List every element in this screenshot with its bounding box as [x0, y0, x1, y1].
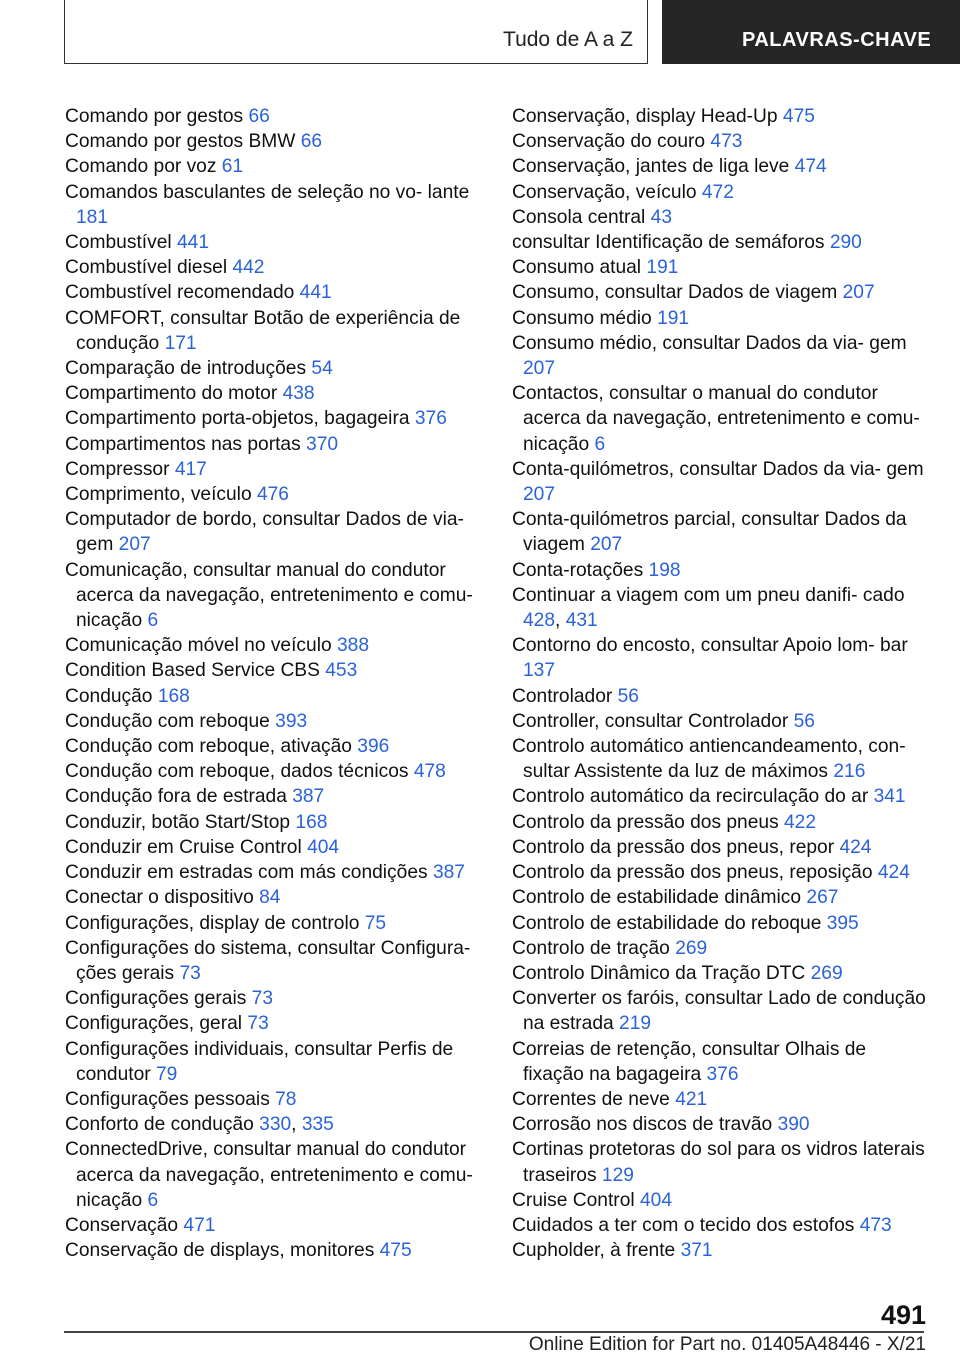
page-reference-link[interactable]: 330 [259, 1114, 292, 1136]
index-entry [512, 104, 930, 129]
index-term: Compartimento porta-objetos, bagageira [65, 408, 410, 430]
index-entry [65, 1137, 477, 1213]
index-term: Contorno do encosto, consultar Apoio lom‐ bar [512, 635, 908, 657]
index-term: Configurações individuais, consultar Perfis de condutor [65, 1038, 454, 1085]
page-reference-link[interactable]: 290 [829, 232, 862, 254]
page-reference-link[interactable]: 424 [877, 862, 910, 884]
page-reference-link[interactable]: 473 [859, 1214, 892, 1236]
page-reference-link[interactable]: 376 [706, 1063, 739, 1085]
page-reference-link[interactable]: 269 [810, 962, 843, 984]
index-entry [65, 1037, 477, 1087]
index-column-left [65, 104, 477, 1263]
page-reference-link[interactable]: 56 [617, 685, 639, 707]
index-term: Consumo médio [512, 307, 652, 329]
index-term: Conduzir, botão Start/Stop [65, 811, 291, 833]
index-term: Configurações gerais [65, 988, 247, 1010]
index-term: Compartimentos nas portas [65, 433, 301, 455]
page-reference-link[interactable]: 474 [794, 156, 827, 178]
page-reference-link[interactable]: 404 [639, 1189, 672, 1211]
page-reference-link[interactable]: 441 [299, 282, 332, 304]
index-term: Controlo Dinâmico da Tração DTC [512, 962, 806, 984]
index-term: Compartimento do motor [65, 383, 278, 405]
page-reference-link[interactable]: 207 [523, 484, 556, 506]
index-term: Conservação do couro [512, 131, 706, 153]
page-reference-link[interactable]: 395 [826, 912, 859, 934]
index-term: Controlo da pressão dos pneus, repor [512, 836, 835, 858]
index-entry [512, 633, 930, 683]
page-reference-link[interactable]: 216 [833, 761, 866, 783]
page-reference-link[interactable]: 387 [432, 862, 465, 884]
index-entry [65, 180, 477, 230]
page-number: 491 [880, 1300, 926, 1330]
page-reference-link[interactable]: 376 [414, 408, 447, 430]
index-entry [65, 835, 477, 860]
page-reference-link[interactable]: 54 [311, 358, 333, 380]
index-entry [512, 507, 930, 557]
page-reference-link[interactable]: 472 [701, 181, 734, 203]
index-entry [65, 885, 477, 910]
index-entry [65, 1213, 477, 1238]
page-reference-link[interactable]: 61 [221, 156, 244, 178]
index-entry: Conforto de condução 330, 335 [65, 1114, 334, 1136]
page-reference-link[interactable]: 371 [680, 1240, 713, 1262]
index-term: Combustível diesel [65, 257, 228, 279]
page-reference-link[interactable]: 396 [357, 736, 390, 758]
index-entry [65, 306, 477, 356]
page-reference-link[interactable]: 207 [523, 358, 556, 380]
index-entry [65, 734, 477, 759]
index-entry [65, 457, 477, 482]
index-entry [65, 482, 477, 507]
index-entry [512, 936, 930, 961]
index-term: Cuidados a ter com o tecido dos estofos [512, 1214, 855, 1236]
index-entry [65, 154, 477, 179]
index-entry [512, 911, 930, 936]
page-reference-link[interactable]: 56 [793, 710, 815, 732]
index-entry [65, 280, 477, 305]
index-term: Controlador [512, 685, 613, 707]
index-term: Correntes de neve [512, 1088, 670, 1110]
index-entry [512, 734, 930, 784]
index-entry [512, 961, 930, 986]
page-reference-link[interactable]: 79 [156, 1063, 178, 1085]
page-reference-link[interactable]: 442 [232, 257, 265, 279]
page-reference-link[interactable]: 191 [657, 307, 690, 329]
index-term: Conforto de condução [65, 1114, 254, 1136]
page-reference-link[interactable]: 66 [300, 131, 323, 153]
page-reference-link[interactable]: 438 [282, 383, 315, 405]
index-entry [65, 381, 477, 406]
page-reference-link[interactable]: 341 [873, 786, 906, 808]
index-entry [512, 230, 930, 255]
index-term: Cortinas protetoras do sol para os vidros laterais traseiros [512, 1139, 925, 1186]
index-term: Conta-quilómetros, consultar Dados da via‐ gem [512, 458, 924, 480]
page-reference-link[interactable]: 476 [256, 484, 289, 506]
page-reference-link[interactable]: 478 [413, 761, 446, 783]
index-entry: Continuar a viagem com um pneu danifi‐ cado 428, 431 [512, 584, 905, 632]
page-reference-link[interactable]: 171 [164, 332, 197, 354]
page-reference-link[interactable]: 75 [364, 912, 387, 934]
index-entry [512, 810, 930, 835]
index-entry [512, 1213, 930, 1238]
index-term: Condução com reboque [65, 710, 270, 732]
index-term: Controlo de tração [512, 937, 670, 959]
footer-divider [64, 1331, 924, 1333]
index-entry [512, 885, 930, 910]
index-entry [512, 709, 930, 734]
index-term: Consumo, consultar Dados de viagem [512, 282, 838, 304]
index-entry [65, 633, 477, 658]
index-term: Configurações, display de controlo [65, 912, 360, 934]
page-reference-link[interactable]: 198 [648, 559, 681, 581]
page-reference-link[interactable]: 431 [565, 610, 598, 632]
index-term: Consola central [512, 206, 646, 228]
index-term: Condução com reboque, dados técnicos [65, 761, 409, 783]
page-reference-link[interactable]: 168 [295, 811, 328, 833]
index-entry [512, 1087, 930, 1112]
index-entry [512, 306, 930, 331]
index-entry [512, 860, 930, 885]
page-reference-link[interactable]: 404 [307, 836, 340, 858]
index-entry [512, 684, 930, 709]
index-term: Comunicação móvel no veículo [65, 635, 332, 657]
header-section-tab[interactable] [662, 0, 960, 64]
index-term: Comparação de introduções [65, 358, 307, 380]
page-reference-link[interactable]: 471 [183, 1214, 216, 1236]
page-reference-link[interactable]: 129 [601, 1164, 634, 1186]
page-reference-link[interactable]: 428 [523, 610, 556, 632]
index-entry [512, 154, 930, 179]
page-reference-link[interactable]: 475 [379, 1240, 412, 1262]
index-entry [65, 1087, 477, 1112]
index-term: Conduzir em estradas com más condições [65, 862, 428, 884]
index-entry [65, 709, 477, 734]
page-reference-link[interactable]: 417 [174, 458, 207, 480]
index-entry [65, 558, 477, 634]
index-entry [512, 129, 930, 154]
page-reference-link[interactable]: 6 [147, 610, 159, 632]
index-entry [512, 331, 930, 381]
page-reference-link[interactable]: 6 [594, 433, 606, 455]
index-entry [512, 205, 930, 230]
index-term: Conservação [65, 1214, 179, 1236]
index-entry [65, 936, 477, 986]
page-reference-link[interactable]: 66 [248, 106, 270, 127]
index-entry [65, 230, 477, 255]
index-entry [512, 784, 930, 809]
index-entry [512, 1037, 930, 1087]
index-term: Conservação, veículo [512, 181, 697, 203]
index-entry [65, 356, 477, 381]
index-entry [512, 558, 930, 583]
index-entry [65, 432, 477, 457]
edition-note: Online Edition for Part no. 01405A48446 - X/21 [528, 1334, 926, 1355]
index-entry [65, 684, 477, 709]
index-term: Conservação, display Head-Up [512, 106, 778, 127]
index-term: Conservação, jantes de liga leve [512, 156, 790, 178]
page-reference-link[interactable]: 422 [784, 811, 817, 833]
index-entry [512, 1112, 930, 1137]
index-term: Condução fora de estrada [65, 786, 287, 808]
header-title-box [64, 0, 648, 64]
index-term: Condition Based Service CBS [65, 660, 320, 682]
index-term: Comprimento, veículo [65, 484, 252, 506]
index-term: Controlo automático antiencandeamento, con‐ sultar Assistente da luz de máximos [512, 736, 906, 783]
index-entry [65, 1238, 477, 1263]
index-entry [65, 658, 477, 683]
index-term: Configurações pessoais [65, 1088, 270, 1110]
index-term: Controlo da pressão dos pneus, reposição [512, 862, 873, 884]
index-entry [512, 457, 930, 507]
index-term: consultar Identificação de semáforos [512, 232, 825, 254]
chapter-title: Tudo de A a Z [503, 28, 633, 51]
page-reference-link[interactable]: 473 [710, 131, 743, 153]
page-reference-link[interactable]: 6 [147, 1189, 159, 1211]
index-term: Consumo médio, consultar Dados da via‐ gem [512, 332, 907, 354]
index-term: Comandos basculantes de seleção no vo‐ lante [65, 181, 470, 203]
index-entry [65, 104, 477, 129]
page-reference-link[interactable]: 219 [619, 1013, 652, 1035]
index-entry [65, 406, 477, 431]
index-entry [65, 129, 477, 154]
section-label: PALAVRAS-CHAVE [742, 29, 932, 51]
page-reference-link[interactable]: 441 [176, 232, 209, 254]
index-term: Compressor [65, 458, 170, 480]
index-entry [65, 784, 477, 809]
index-column-right [512, 104, 930, 1263]
page-reference-link[interactable]: 137 [523, 660, 556, 682]
page-reference-link[interactable]: 335 [301, 1114, 334, 1136]
index-entry [512, 180, 930, 205]
index-entry [512, 1137, 930, 1187]
page-reference-link[interactable]: 181 [76, 206, 109, 228]
index-term: Continuar a viagem com um pneu danifi‐ cado [512, 584, 905, 606]
index-term: Conta-quilómetros parcial, consultar Dados da viagem [512, 509, 907, 556]
page-reference-link[interactable]: 207 [590, 534, 623, 556]
index-term: ConnectedDrive, consultar manual do condutor acerca da navegação, entretenimento e comu‐ nicação [65, 1139, 473, 1211]
index-term: Conservação de displays, monitores [65, 1240, 375, 1262]
index-term: Cupholder, à frente [512, 1240, 676, 1262]
index-term: Controlo de estabilidade do reboque [512, 912, 822, 934]
index-entry [65, 860, 477, 885]
page-reference-link[interactable]: 475 [782, 106, 815, 127]
page-reference-link[interactable]: 393 [275, 710, 308, 732]
index-term: Combustível [65, 232, 172, 254]
index-term: Conduzir em Cruise Control [65, 836, 302, 858]
index-entry [512, 1238, 930, 1263]
index-term: Conectar o dispositivo [65, 887, 254, 909]
index-term: Comando por gestos [65, 106, 244, 127]
page-reference-link[interactable]: 73 [179, 962, 201, 984]
index-term: Correias de retenção, consultar Olhais de fixação na bagageira [512, 1038, 867, 1085]
index-entry [512, 986, 930, 1036]
index-term: Comando por gestos BMW [65, 131, 296, 153]
index-term: Comando por voz [65, 156, 217, 178]
index-entry [65, 911, 477, 936]
index-term: Condução com reboque, ativação [65, 736, 352, 758]
index-entry [512, 255, 930, 280]
page-reference-link[interactable]: 269 [675, 937, 708, 959]
page-reference-link[interactable]: 453 [325, 660, 358, 682]
index-entry [65, 255, 477, 280]
index-entry [65, 810, 477, 835]
index-entry [512, 381, 930, 457]
page-reference-link[interactable]: 73 [247, 1013, 269, 1035]
page-reference-link[interactable]: 387 [292, 786, 325, 808]
index-entry [512, 835, 930, 860]
index-term: Conta-rotações [512, 559, 644, 581]
index-entry [65, 1011, 477, 1036]
page-reference-link[interactable]: 421 [675, 1088, 708, 1110]
page-reference-link[interactable]: 84 [259, 887, 281, 909]
page-reference-link[interactable]: 207 [118, 534, 151, 556]
index-term: Controller, consultar Controlador [512, 710, 789, 732]
index-term: Cruise Control [512, 1189, 635, 1211]
index-entry [65, 759, 477, 784]
index-term: Controlo automático da recirculação do ar [512, 786, 869, 808]
index-term: Contactos, consultar o manual do condutor acerca da navegação, entretenimento e comu‐ nicação [512, 383, 920, 455]
page-reference-link[interactable]: 390 [777, 1114, 810, 1136]
index-term: Converter os faróis, consultar Lado de condução na estrada [512, 988, 926, 1035]
index-entry [65, 507, 477, 557]
index-term: Comunicação, consultar manual do condutor acerca da navegação, entretenimento e comu‐ nicação [65, 559, 473, 632]
page-reference-link[interactable]: 191 [646, 257, 679, 279]
page-reference-link[interactable]: 267 [806, 887, 839, 909]
page-reference-link[interactable]: 73 [251, 988, 274, 1010]
index-term: Computador de bordo, consultar Dados de via‐ gem [65, 509, 464, 556]
page-reference-link[interactable]: 370 [306, 433, 339, 455]
index-entry [512, 280, 930, 305]
page-reference-link[interactable]: 388 [336, 635, 369, 657]
index-term: Condução [65, 685, 153, 707]
index-entry [65, 986, 477, 1011]
page-reference-link[interactable]: 207 [842, 282, 875, 304]
index-entry [512, 1188, 930, 1213]
index-term: COMFORT, consultar Botão de experiência de condução [65, 307, 461, 354]
index-term: Configurações do sistema, consultar Configura‐ ções gerais [65, 937, 471, 984]
index-term: Combustível recomendado [65, 282, 295, 304]
index-term: Corrosão nos discos de travão [512, 1114, 773, 1136]
page-reference-link[interactable]: 168 [157, 685, 190, 707]
index-term: Configurações, geral [65, 1013, 243, 1035]
page-reference-link[interactable]: 424 [839, 836, 872, 858]
index-term: Consumo atual [512, 257, 642, 279]
index-term: Controlo de estabilidade dinâmico [512, 887, 802, 909]
page-reference-link[interactable]: 78 [275, 1088, 297, 1110]
index-term: Controlo da pressão dos pneus [512, 811, 779, 833]
page-reference-link[interactable]: 43 [650, 206, 673, 228]
